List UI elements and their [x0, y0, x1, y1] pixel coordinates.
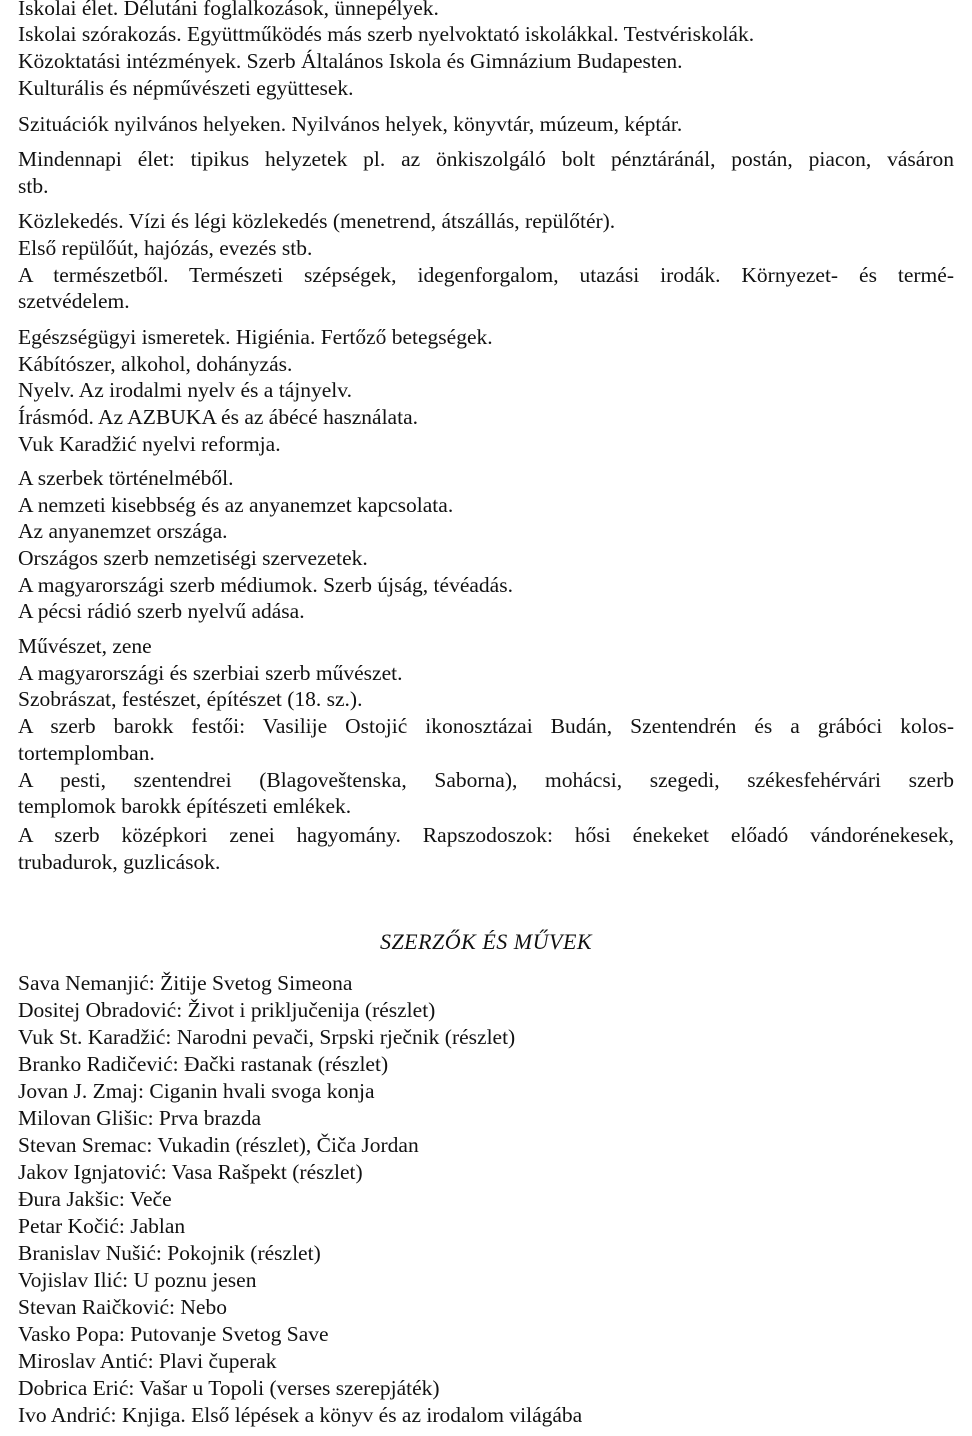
topic-line: Közoktatási intézmények. Szerb Általános Iskola és Gimnázium Budapesten.: [18, 49, 683, 73]
topic-line: Mindennapi élet: tipikus helyzetek pl. az önkiszolgáló bolt pénztáránál, postán, piacon, vásáron: [18, 147, 954, 171]
topic-line: Szituációk nyilvános helyeken. Nyilvános helyek, könyvtár, múzeum, képtár.: [18, 112, 683, 136]
topic-line: A nemzeti kisebbség és az anyanemzet kapcsolata.: [18, 493, 454, 517]
topic-line: A szerb középkori zenei hagyomány. Rapszodoszok: hősi énekeket előadó vándorénekesek,: [18, 823, 954, 847]
topic-line: Szobrászat, festészet, építészet (18. sz.).: [18, 687, 363, 711]
topic-line: Iskolai szórakozás. Együttműködés más szerb nyelvoktató iskolákkal. Testvériskolák.: [18, 22, 755, 46]
topic-line: A pesti, szentendrei (Blagoveštenska, Saborna), mohácsi, szegedi, székesfehérvári szerb: [18, 768, 954, 792]
work-item: Miroslav Antić: Plavi čuperak: [18, 1349, 277, 1373]
topic-line: trubadurok, guzlicások.: [18, 850, 221, 874]
topic-line: A magyarországi és szerbiai szerb művészet.: [18, 661, 403, 685]
work-item: Sava Nemanjić: Žitije Svetog Simeona: [18, 971, 353, 995]
topic-line: Iskolai élet. Délutáni foglalkozások, ünnepélyek.: [18, 0, 439, 20]
topic-line: szetvédelem.: [18, 289, 130, 313]
work-item: Dobrica Erić: Vašar u Topoli (verses szerepjáték): [18, 1376, 440, 1400]
topic-line: tortemplomban.: [18, 741, 155, 765]
topic-line: A természetből. Természeti szépségek, idegenforgalom, utazási irodák. Környezet- és termé-: [18, 263, 954, 287]
work-item: Stevan Sremac: Vukadin (részlet), Čiča Jordan: [18, 1133, 419, 1157]
topic-line: Az anyanemzet országa.: [18, 519, 228, 543]
topic-line: Első repülőút, hajózás, evezés stb.: [18, 236, 313, 260]
work-item: Dositej Obradović: Život i priključenija (részlet): [18, 998, 436, 1022]
topic-line: Írásmód. Az AZBUKA és az ábécé használata.: [18, 405, 418, 429]
work-item: Branislav Nušić: Pokojnik (részlet): [18, 1241, 321, 1265]
work-item: Vojislav Ilić: U poznu jesen: [18, 1268, 257, 1292]
topic-line: Kulturális és népművészeti együttesek.: [18, 76, 354, 100]
work-item: Stevan Raičković: Nebo: [18, 1295, 227, 1319]
topic-line: Országos szerb nemzetiségi szervezetek.: [18, 546, 368, 570]
work-item: Jovan J. Zmaj: Ciganin hvali svoga konja: [18, 1079, 375, 1103]
topic-line: A szerb barokk festői: Vasilije Ostojić ikonosztázai Budán, Szentendrén és a grábóci kolos-: [18, 714, 954, 738]
topic-line: A szerbek történelméből.: [18, 466, 234, 490]
topic-line: Művészet, zene: [18, 634, 152, 658]
work-item: Vuk St. Karadžić: Narodni pevači, Srpski rječnik (részlet): [18, 1025, 516, 1049]
work-item: Milovan Glišic: Prva brazda: [18, 1106, 262, 1130]
work-item: Branko Radičević: Đački rastanak (részlet): [18, 1052, 389, 1076]
section-title: SZERZŐK ÉS MŰVEK: [379, 929, 593, 954]
work-item: Đura Jakšic: Veče: [18, 1187, 172, 1211]
work-item: Vasko Popa: Putovanje Svetog Save: [18, 1322, 329, 1346]
topic-line: Egészségügyi ismeretek. Higiénia. Fertőző betegségek.: [18, 325, 493, 349]
topic-line: templomok barokk építészeti emlékek.: [18, 794, 352, 818]
work-item: Jakov Ignjatović: Vasa Rašpekt (részlet): [18, 1160, 363, 1184]
topic-line: A pécsi rádió szerb nyelvű adása.: [18, 599, 305, 623]
topic-line: stb.: [18, 174, 49, 198]
topic-line: Vuk Karadžić nyelvi reformja.: [18, 432, 281, 456]
topic-line: Nyelv. Az irodalmi nyelv és a tájnyelv.: [18, 378, 352, 402]
work-item: Petar Kočić: Jablan: [18, 1214, 186, 1238]
topic-line: Közlekedés. Vízi és légi közlekedés (menetrend, átszállás, repülőtér).: [18, 209, 616, 233]
topic-line: A magyarországi szerb médiumok. Szerb újság, tévéadás.: [18, 573, 513, 597]
topic-line: Kábítószer, alkohol, dohányzás.: [18, 352, 293, 376]
work-item: Ivo Andrić: Knjiga. Első lépések a könyv és az irodalom világába: [18, 1403, 583, 1427]
